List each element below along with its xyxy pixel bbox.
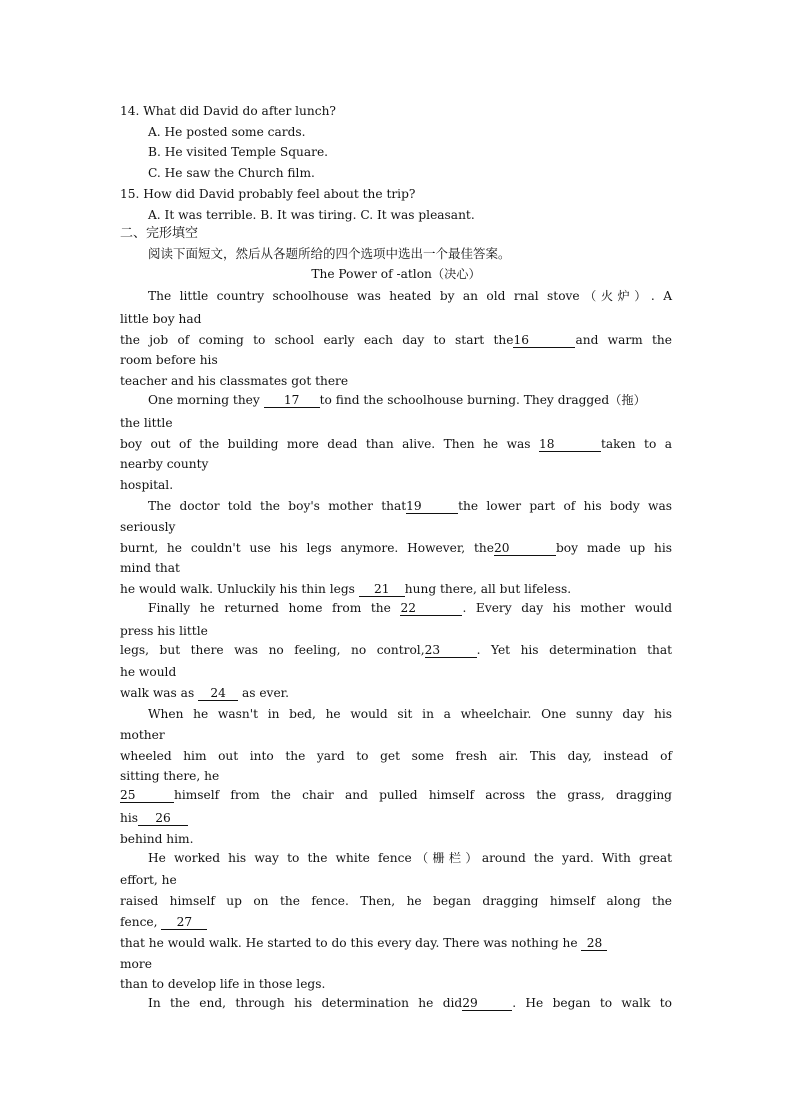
passage-text: and warm the [575,333,672,347]
passage-text: he would walk. Unluckily his thin legs [120,582,355,596]
passage-line [120,332,672,348]
blank-18: 18 [539,437,601,452]
passage-title: The Power of -atlon（决心） [311,267,481,281]
blank-17: 17 [264,393,320,408]
passage-text: taken to a [601,437,672,451]
blank-19: 19 [406,499,458,514]
passage-line [148,498,672,514]
passage-text: that he would walk. He started to do this every day. There was nothing he [120,936,578,950]
passage-text: as ever. [241,686,290,700]
question-15: 15. How did David probably feel about the trip? [120,187,416,201]
passage-line: The little country schoolhouse was heated by an old rnal stove（火炉）. A [148,289,672,303]
passage-text: the lower part of his body was [458,499,672,513]
passage-text: The doctor told the boy's mother that [148,499,407,513]
passage-line [120,540,672,556]
passage-text: his [120,811,139,825]
passage-line [120,581,672,597]
passage-line: press his little [120,624,208,638]
passage-line: hospital. [120,478,174,492]
passage-line [120,685,672,701]
blank-27: 27 [161,915,207,930]
passage-line: he would [120,665,177,679]
blank-20: 20 [494,541,556,556]
passage-line: little boy had [120,312,202,326]
passage-line: raised himself up on the fence. Then, he began dragging himself along the [120,894,672,908]
passage-line: mother [120,728,165,742]
passage-line [148,600,672,616]
passage-text: boy out of the building more dead than alive. Then he was [120,437,531,451]
blank-22: 22 [400,601,462,616]
passage-text: burnt, he couldn't use his legs anymore. However, the [120,541,494,555]
passage-text: . He began to walk to [512,996,672,1010]
passage-text: the job of coming to school early each day to start the [120,333,514,347]
passage-line [120,436,672,452]
passage-line: When he wasn't in bed, he would sit in a wheelchair. One sunny day his [148,707,672,721]
passage-line [148,392,672,408]
passage-text: walk was as [120,686,195,700]
passage-line [148,995,672,1011]
question-14: 14. What did David do after lunch? [120,104,336,118]
passage-line: sitting there, he [120,769,220,783]
passage-text: . Yet his determination that [476,643,672,657]
blank-25: 25 [120,788,174,803]
passage-text: to find the schoolhouse burning. They dragged（拖） [319,393,646,407]
blank-23: 23 [425,643,477,658]
passage-line: than to develop life in those legs. [120,977,326,991]
passage-line: He worked his way to the white fence（栅栏）around the yard. With great [148,851,672,865]
passage-line [120,914,672,930]
passage-text: Finally he returned home from the [148,601,391,615]
q14-option-c: C. He saw the Church film. [148,166,315,180]
passage-line [120,935,672,951]
passage-line: behind him. [120,832,194,846]
passage-text: In the end, through his determination he did [148,996,463,1010]
q15-options: A. It was terrible. B. It was tiring. C. It was pleasant. [148,208,475,222]
blank-16: 16 [513,333,575,348]
blank-26: 26 [138,811,188,826]
passage-line: seriously [120,520,176,534]
passage-line [120,810,672,826]
passage-text: himself from the chair and pulled himself across the grass, dragging [174,788,672,802]
blank-24: 24 [198,686,238,701]
passage-text: legs, but there was no feeling, no control, [120,643,425,657]
section-instruction: 阅读下面短文，然后从各题所给的四个选项中选出一个最佳答案。 [148,246,511,261]
q14-option-b: B. He visited Temple Square. [148,145,329,159]
blank-21: 21 [359,582,405,597]
passage-line: effort, he [120,873,177,887]
passage-line: room before his [120,353,218,367]
passage-line: the little [120,416,173,430]
passage-line: nearby county [120,457,209,471]
passage-text: . Every day his mother would [462,601,672,615]
passage-line [120,787,672,803]
passage-line: mind that [120,561,180,575]
passage-line: teacher and his classmates got there [120,374,349,388]
passage-line: wheeled him out into the yard to get some fresh air. This day, instead of [120,749,672,763]
passage-line [120,642,672,658]
section-heading: 二、完形填空 [120,226,199,241]
passage-text: fence, [120,915,158,929]
blank-29: 29 [462,996,512,1011]
passage-text: hung there, all but lifeless. [404,582,572,596]
passage-text: boy made up his [555,541,673,555]
blank-28: 28 [581,936,607,951]
q14-option-a: A. He posted some cards. [148,125,306,139]
passage-text: One morning they [148,393,260,407]
passage-line: more [120,957,152,971]
